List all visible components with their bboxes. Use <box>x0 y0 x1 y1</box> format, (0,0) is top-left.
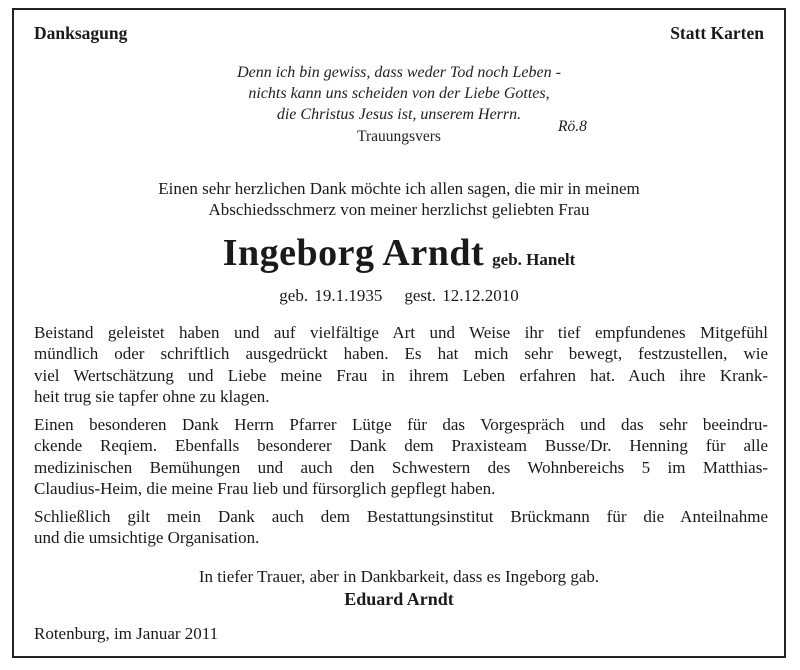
paragraph-line: heit trug sie tapfer ohne zu klagen. <box>34 386 270 406</box>
place-date: Rotenburg, im Januar 2011 <box>34 624 219 643</box>
paragraph-line: Einen besonderen Dank Herrn Pfarrer Lütge für das Vorgespräch und das sehr beeindru- <box>34 415 768 434</box>
paragraph-line: Claudius-Heim, die meine Frau lieb und fürsorglich gepflegt haben. <box>34 478 496 498</box>
deceased-name: Ingeborg Arndt <box>222 232 485 274</box>
verse-line: nichts kann uns scheiden von der Liebe Gottes, <box>248 85 550 102</box>
verse-line: Denn ich bin gewiss, dass weder Tod noch Leben - <box>237 64 561 81</box>
life-dates <box>14 286 784 306</box>
intro-line: Abschiedsschmerz von meiner herzlichst geliebten Frau <box>208 200 590 219</box>
closing-text: In tiefer Trauer, aber in Dankbarkeit, dass es Ingeborg gab. <box>198 567 600 586</box>
header-note: Statt Karten <box>670 23 764 43</box>
verse-reference: Rö.8 <box>558 118 587 135</box>
paragraph-line: ckende Reqiem. Ebenfalls besonderer Dank dem Praxisteam Busse/Dr. Henning für alle <box>34 436 768 456</box>
verse-label: Trauungsvers <box>357 128 441 145</box>
deceased-name-row <box>14 231 784 275</box>
paragraph-line: medizinischen Bemühungen und auch den Schwestern des Wohnbereichs 5 im Matthias- <box>34 457 768 477</box>
body-paragraph-2 <box>34 414 768 499</box>
header-title: Danksagung <box>34 23 128 43</box>
maiden-name: geb. Hanelt <box>492 250 576 269</box>
birth-date: geb. 19.1.1935 <box>279 286 383 305</box>
intro-line: Einen sehr herzlichen Dank möchte ich allen sagen, die mir in meinem <box>158 179 640 198</box>
body-paragraph-1 <box>34 322 768 407</box>
death-date: gest. 12.12.2010 <box>404 286 519 305</box>
paragraph-line: mündlich oder schriftlich ausgedrückt haben. Es hat mich sehr bewegt, festzustellen, wie <box>34 344 768 364</box>
intro-text <box>14 178 784 220</box>
paragraph-line: viel Wertschätzung und Liebe meine Frau in ihrem Leben erfahren hat. Auch ihre Krank- <box>34 365 768 385</box>
signer-name: Eduard Arndt <box>344 589 454 609</box>
paragraph-line: Beistand geleistet haben und auf vielfältige Art und Weise ihr tief empfundenes Mitgefühl <box>34 323 768 342</box>
verse-line: die Christus Jesus ist, unserem Herrn. <box>276 106 522 123</box>
paragraph-line: Schließlich gilt mein Dank auch dem Bestattungsinstitut Brückmann für die Anteilnahme <box>34 507 768 526</box>
bible-verse <box>14 62 784 125</box>
death-notice-card <box>12 8 786 658</box>
paragraph-line: und die umsichtige Organisation. <box>34 528 260 548</box>
body-paragraph-3 <box>34 506 768 549</box>
